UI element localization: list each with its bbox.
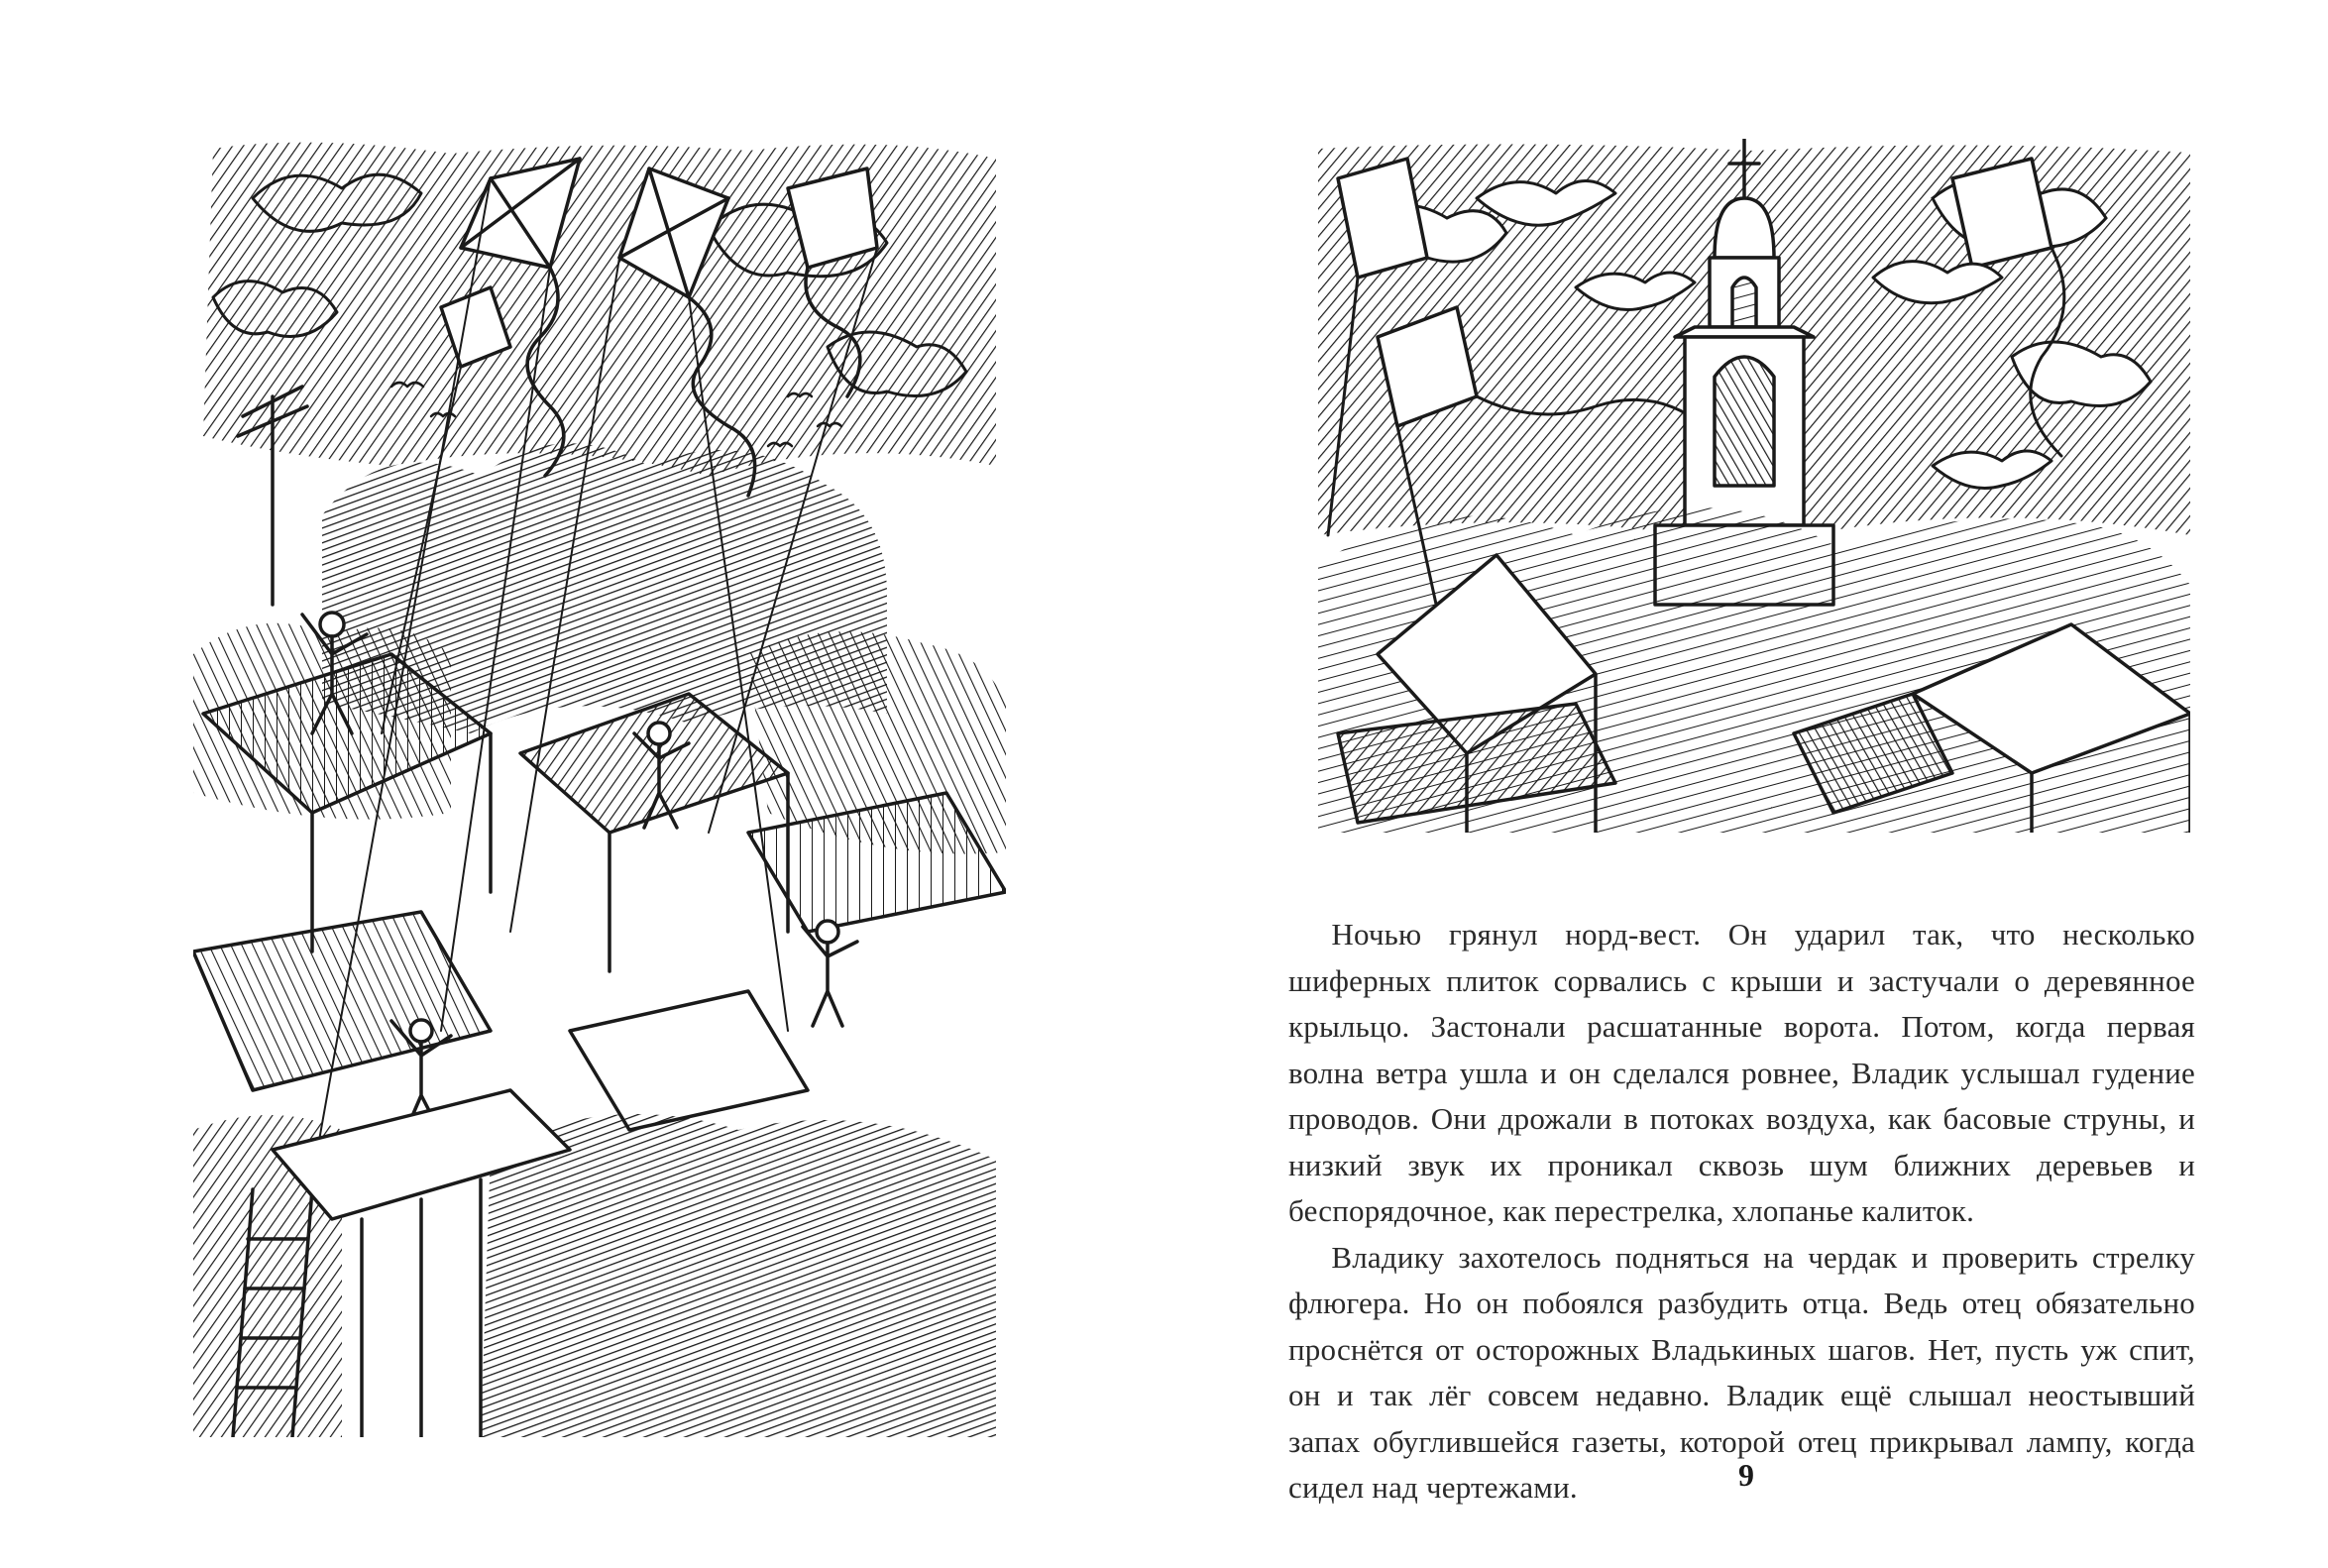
kites-village-illustration — [193, 139, 1006, 1437]
text-block — [1288, 912, 2195, 1512]
paragraph: Владику захотелось подняться на чердак и проверить стрелку флюгера. Но он побоялся разбудить отца. Ведь отец обязательно проснётся от осторожных Владькиных шагов. Нет, пусть уж спит, он и так лёг совсем недавно. Владик ещё слышал неостывший запах обуглившейся газеты, которой отец прикрывал лампу, когда сидел над чертежами. — [1288, 1239, 2195, 1505]
right-page — [1164, 0, 2328, 1568]
bell-tower-illustration — [1318, 139, 2190, 833]
paragraph: Ночью грянул норд-вест. Он ударил так, что несколько шиферных плиток сорвались с крыши и застучали о деревянное крыльцо. Застонали расшатанные ворота. Потом, когда первая волна ветра ушла и он сделался ровнее, Владик услышал гудение проводов. Они дрожали в потоках воздуха, как басовые струны, и низкий звук их проникал сквозь шум ближних деревьев и беспорядочное, как перестрелка, хлопанье калиток. — [1288, 917, 2195, 1228]
page-number: 9 — [1738, 1457, 1754, 1493]
